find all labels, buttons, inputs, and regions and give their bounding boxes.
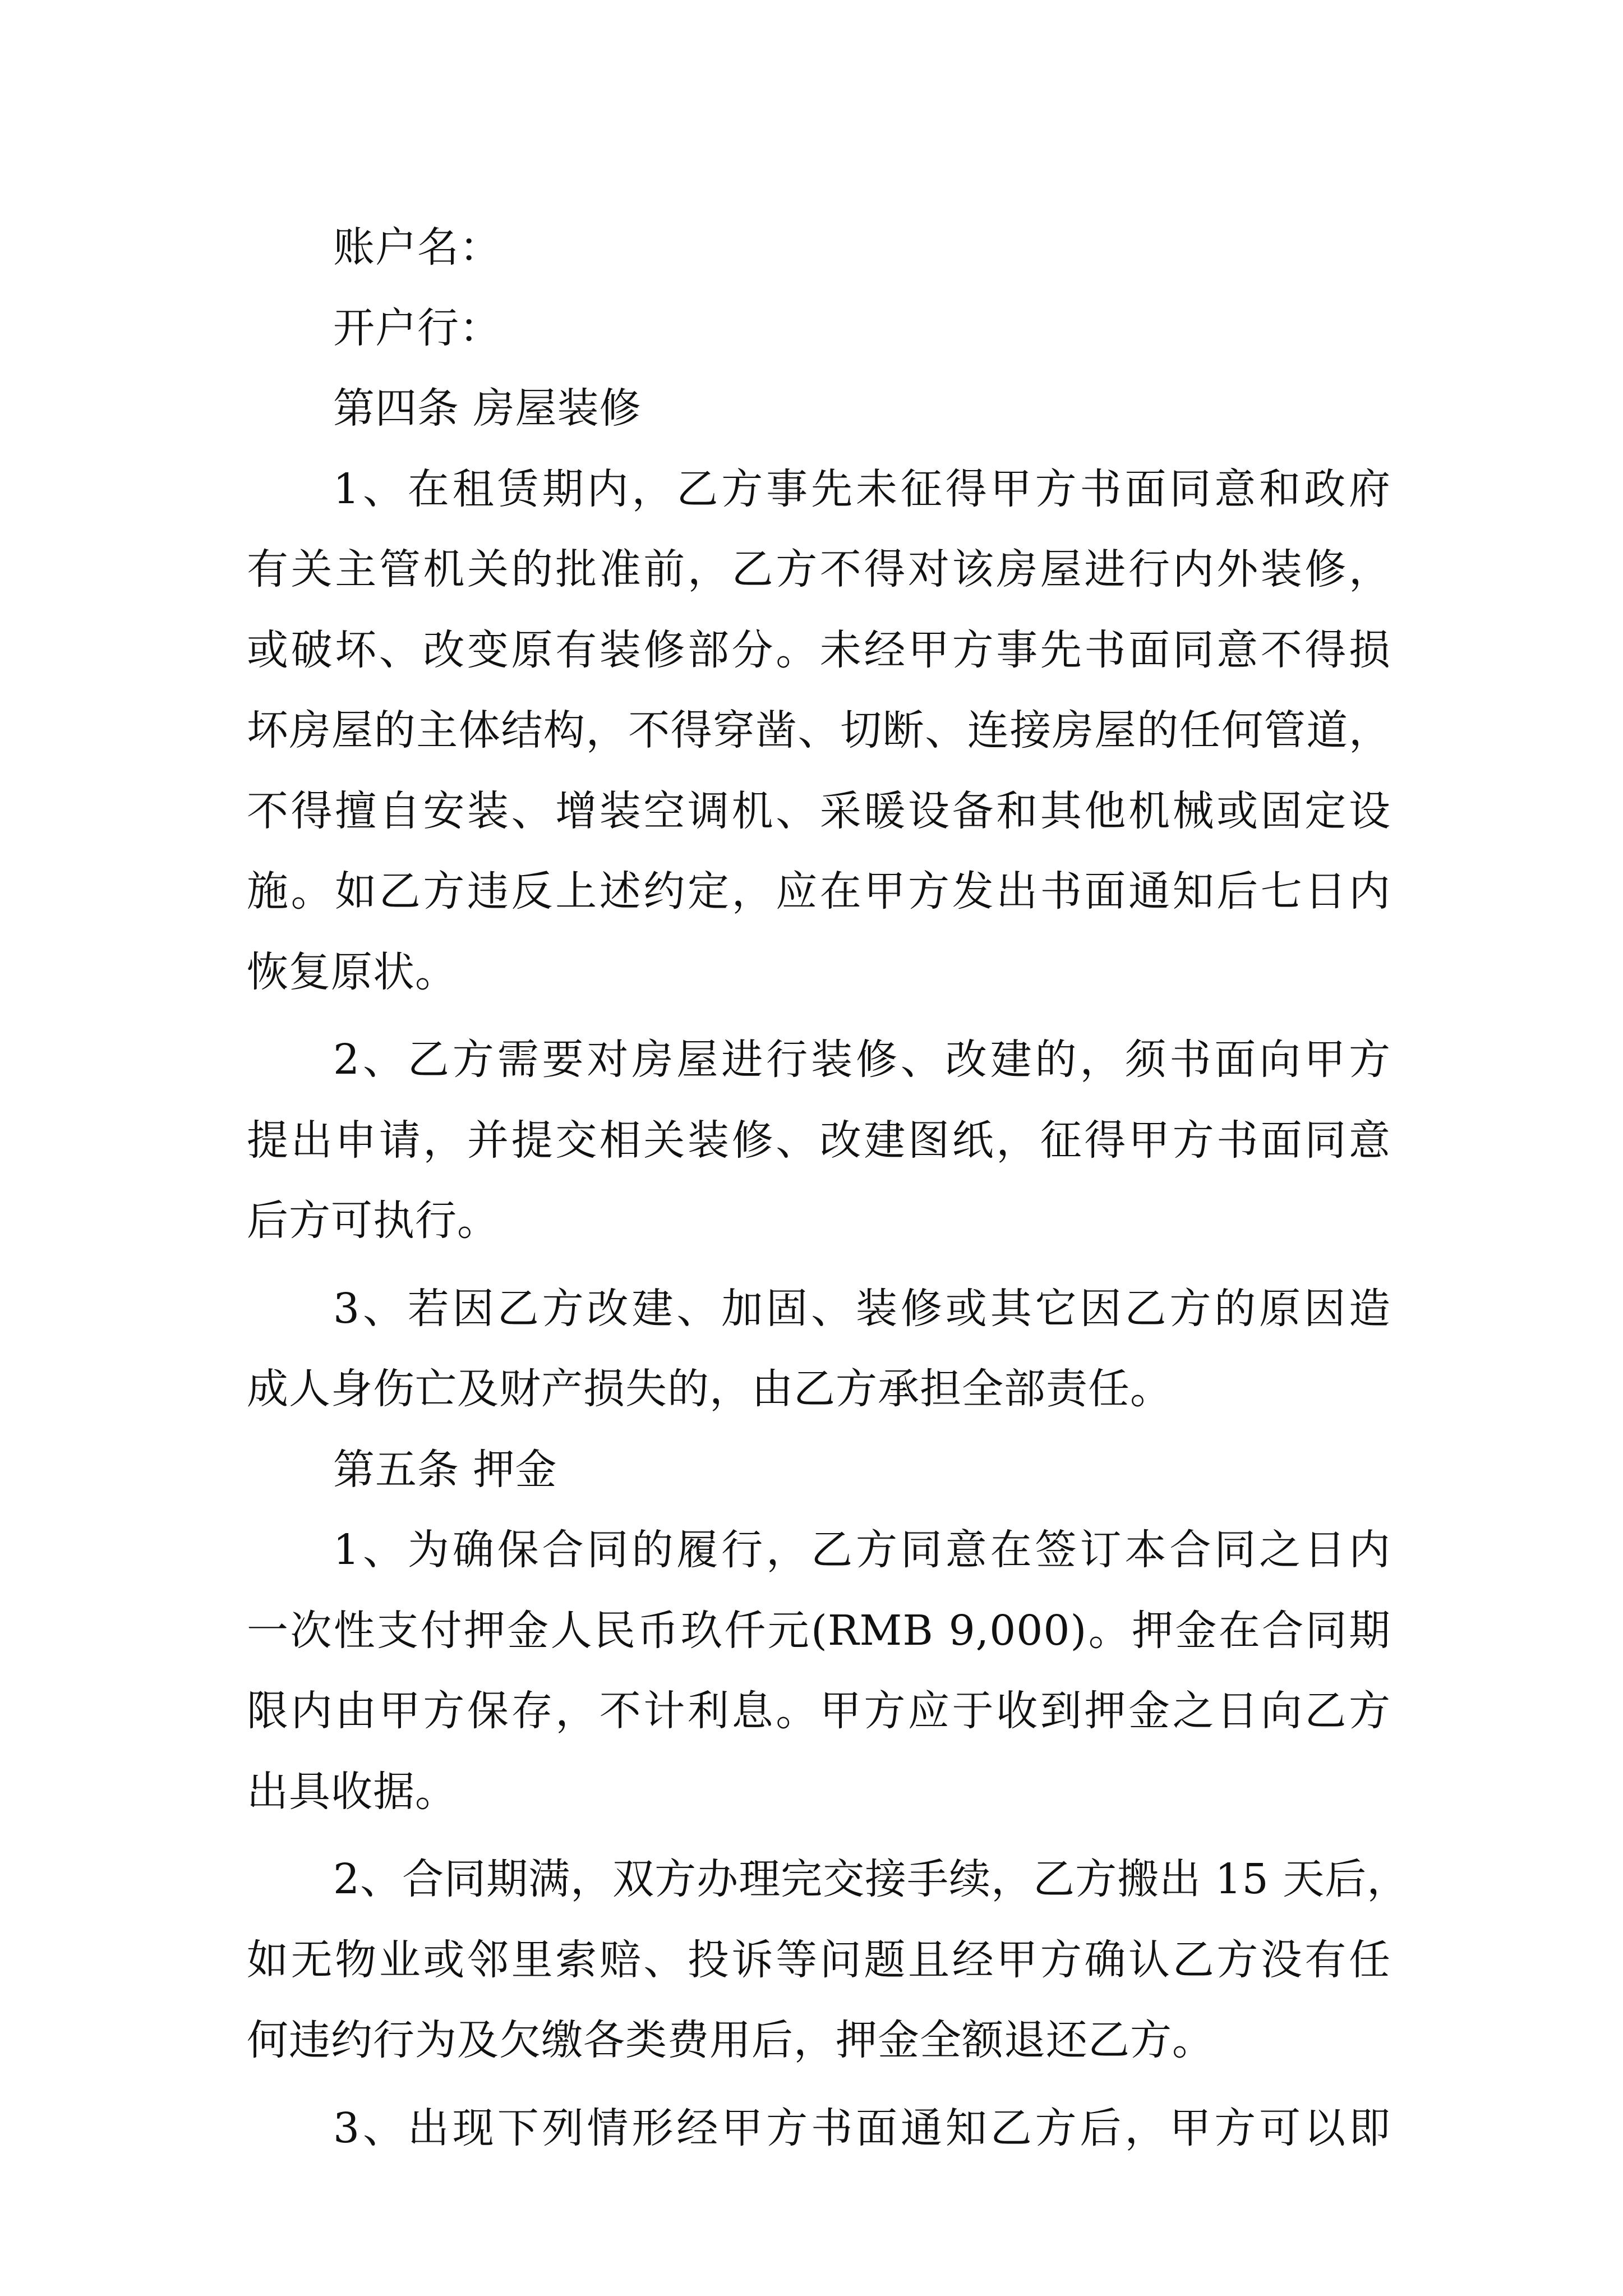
article5-item2 [247,1839,1409,2081]
paragraph-line: 成人身伤亡及财产损失的，由乙方承担全部责任。 [247,1365,1172,1413]
paragraph-line: 2、合同期满，双方办理完交接手续，乙方搬出 15 天后， [333,1855,1409,1903]
paragraph-line: 有关主管机关的批准前，乙方不得对该房屋进行内外装修， [247,545,1391,593]
paragraph-line: 1、为确保合同的履行，乙方同意在签订本合同之日内 [333,1526,1391,1574]
paragraph-line: 坏房屋的主体结构，不得穿凿、切断、连接房屋的任何管道， [247,706,1391,754]
contract-body [247,208,1409,2169]
paragraph-line: 3、出现下列情形经甲方书面通知乙方后，甲方可以即 [333,2104,1391,2152]
paragraph-line: 施。如乙方违反上述约定，应在甲方发出书面通知后七日内 [247,867,1391,915]
paragraph-line: 恢复原状。 [247,947,457,996]
paragraph-line: 出具收据。 [247,1767,457,1816]
article4-item3 [247,1269,1391,1430]
paragraph-line: 如无物业或邻里索赔、投诉等问题且经甲方确认乙方没有任 [247,1935,1391,1984]
article5-item3 [247,2088,1391,2169]
article5-item1 [247,1510,1391,1832]
bank-label: 开户行： [333,303,501,352]
paragraph-line: 限内由甲方保存，不计利息。甲方应于收到押金之日向乙方 [247,1687,1391,1735]
paragraph-line: 1、在租赁期内，乙方事先未征得甲方书面同意和政府 [333,464,1391,513]
paragraph-line: 何违约行为及欠缴各类费用后，押金全额退还乙方。 [247,2016,1214,2064]
paragraph-line: 2、乙方需要对房屋进行装修、改建的，须书面向甲方 [333,1036,1391,1084]
article4-item2 [247,1020,1391,1262]
article4-heading: 第四条 房屋装修 [333,384,642,432]
paragraph-line: 或破坏、改变原有装修部分。未经甲方事先书面同意不得损 [247,625,1391,674]
paragraph-line: 不得擅自安装、增装空调机、采暖设备和其他机械或固定设 [247,786,1391,835]
paragraph-line: 一次性支付押金人民币玖仟元(RMB 9,000)。押金在合同期 [247,1606,1391,1655]
paragraph-line: 后方可执行。 [247,1197,499,1245]
article5-heading: 第五条 押金 [333,1445,557,1494]
paragraph-line: 3、若因乙方改建、加固、装修或其它因乙方的原因造 [333,1284,1391,1333]
article4-item1 [247,449,1391,1013]
account-name-label: 账户名： [333,223,501,272]
paragraph-line: 提出申请，并提交相关装修、改建图纸，征得甲方书面同意 [247,1116,1391,1165]
